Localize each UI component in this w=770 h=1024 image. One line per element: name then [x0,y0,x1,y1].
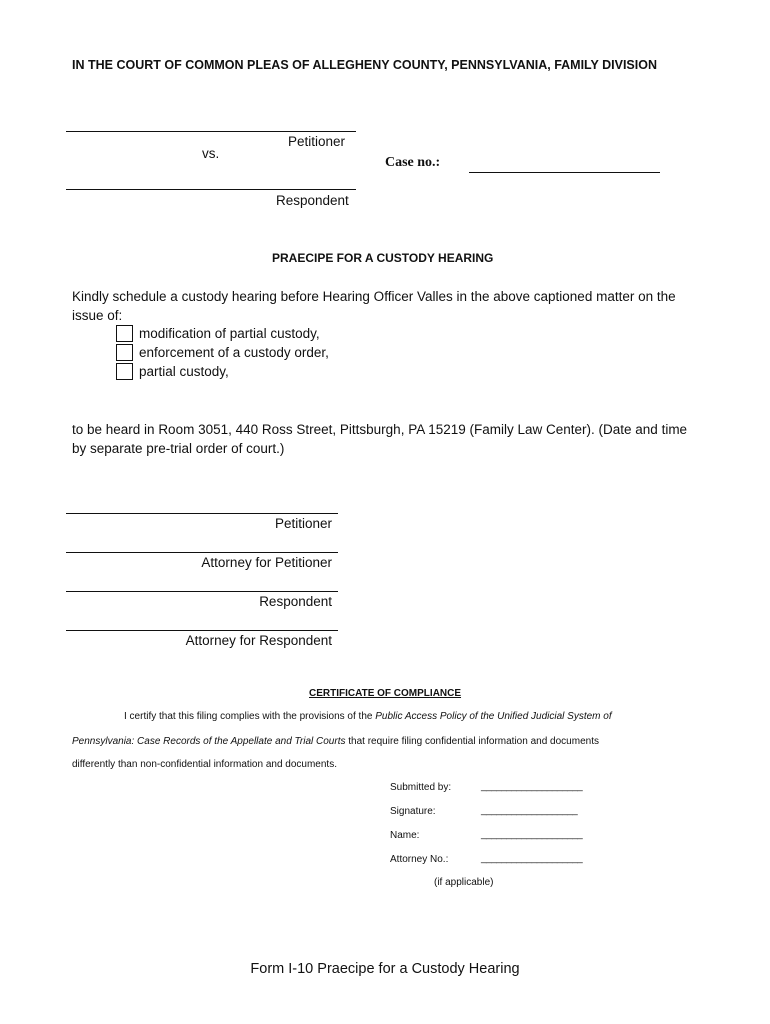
name-label: Name: [390,830,420,841]
checkbox-enforcement[interactable] [116,344,133,361]
if-applicable-note: (if applicable) [434,877,494,888]
option-row[interactable] [116,324,320,343]
vs-label: vs. [202,146,220,161]
respondent-name-line[interactable] [66,189,356,190]
location-line-1: to be heard in Room 3051, 440 Ross Street, Pittsburgh, PA 15219 (Family Law Center). (Date and time [72,422,688,437]
certificate-title: CERTIFICATE OF COMPLIANCE [309,688,462,699]
respondent-signature-line[interactable] [66,591,338,592]
signature-label-respondent: Respondent [259,594,332,609]
respondent-label: Respondent [276,193,349,208]
form-footer: Form I-10 Praecipe for a Custody Hearing [250,961,520,977]
petitioner-label: Petitioner [288,134,346,149]
option-label: enforcement of a custody order, [139,345,329,360]
certificate-line-1-prefix: I certify that this filing complies with the provisions of the [124,711,376,722]
petitioner-signature-line[interactable] [66,513,338,514]
name-field[interactable]: ____________________ [481,829,583,840]
signature-label-attorney-respondent: Attorney for Respondent [185,633,332,648]
attorney-petitioner-signature-line[interactable] [66,552,338,553]
option-row[interactable] [116,343,329,362]
court-title: IN THE COURT OF COMMON PLEAS OF ALLEGHENY COUNTY, PENNSYLVANIA, FAMILY DIVISION [72,58,657,72]
case-no-field[interactable] [469,172,660,173]
request-line-2: issue of: [72,308,123,323]
checkbox-modification[interactable] [116,325,133,342]
checkbox-partial-custody[interactable] [116,363,133,380]
signature-field[interactable]: ___________________ [481,805,578,816]
attorney-no-field[interactable]: ____________________ [481,853,583,864]
case-no-label: Case no.: [385,155,441,170]
option-label: modification of partial custody, [139,326,320,341]
certificate-line-1 [124,711,612,722]
option-row[interactable] [116,362,229,381]
submitted-by-field[interactable]: ____________________ [481,781,583,792]
attorney-respondent-signature-line[interactable] [66,630,338,631]
attorney-no-label: Attorney No.: [390,854,449,865]
petitioner-name-line[interactable] [66,131,356,132]
signature-field-label: Signature: [390,806,436,817]
signature-label-attorney-petitioner: Attorney for Petitioner [201,555,332,570]
location-line-2: by separate pre-trial order of court.) [72,441,285,456]
policy-name-cont: Pennsylvania: Case Records of the Appellate and Trial Courts [72,736,346,747]
policy-name: Public Access Policy of the Unified Judicial System of [375,711,612,722]
certificate-line-3: differently than non-confidential information and documents. [72,759,337,770]
certificate-line-2 [72,736,599,747]
request-line-1: Kindly schedule a custody hearing before Hearing Officer Valles in the above captioned matter on the [72,289,676,304]
submitted-by-label: Submitted by: [390,782,452,793]
signature-label-petitioner: Petitioner [274,516,332,531]
certificate-line-2-suffix: that require filing confidential information and documents [345,736,599,747]
form-title: PRAECIPE FOR A CUSTODY HEARING [272,251,494,265]
option-label: partial custody, [139,364,229,379]
